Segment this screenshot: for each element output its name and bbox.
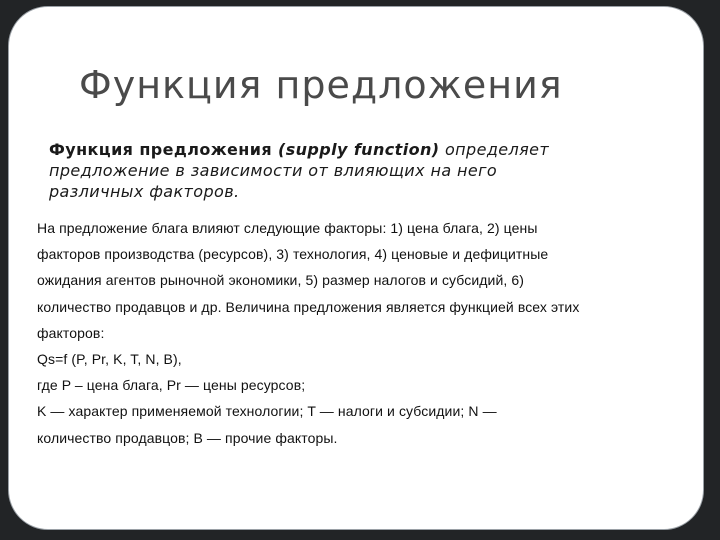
body-line: количество продавцов; B — прочие факторы. — [37, 429, 338, 446]
slide-title: Функция предложения — [79, 63, 563, 107]
definition-text-1: определяет — [439, 140, 550, 159]
slide — [8, 6, 704, 530]
formula-line: Qs=f (P, Pr, K, T, N, B), — [37, 350, 182, 367]
definition-line-3: различных факторов. — [49, 182, 240, 201]
definition-term: Функция предложения — [49, 140, 278, 159]
body-line: ожидания агентов рыночной экономики, 5) размер налогов и субсидий, 6) — [37, 272, 525, 289]
definition-line-2: предложение в зависимости от влияющих на него — [49, 161, 498, 180]
body-text — [37, 215, 677, 451]
body-line: где P – цена блага, Pr — цены ресурсов; — [37, 377, 306, 394]
body-line: K — характер применяемой технологии; T — налоги и субсидии; N — — [37, 403, 497, 420]
body-line: факторов: — [37, 324, 105, 341]
body-line: количество продавцов и др. Величина предложения является функцией всех этих — [37, 298, 580, 315]
definition-line-1 — [49, 139, 639, 160]
body-line: факторов производства (ресурсов), 3) технология, 4) ценовые и дефицитные — [37, 246, 549, 263]
definition-paragraph — [49, 139, 639, 202]
body-line: На предложение блага влияют следующие факторы: 1) цена блага, 2) цены — [37, 220, 538, 236]
definition-english-term: (supply function) — [278, 140, 440, 159]
